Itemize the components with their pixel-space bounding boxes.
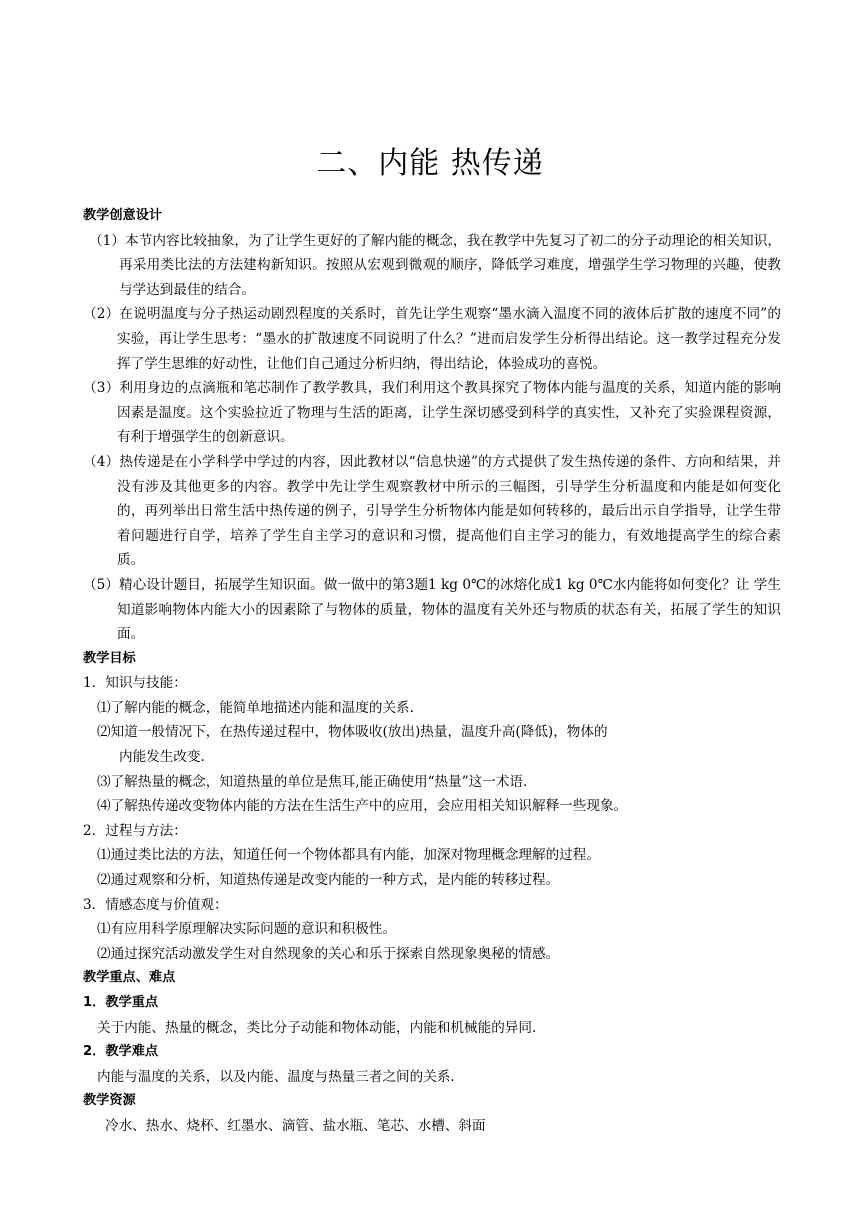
document-body bbox=[83, 204, 781, 1139]
section-heading-resources: 教学资源 bbox=[83, 1093, 136, 1109]
objective-item: ⑶了解热量的概念，知道热量的单位是焦耳,能正确使用“热量”这一术语. bbox=[97, 773, 528, 790]
objective-group-title: 3．情感态度与价值观： bbox=[83, 896, 228, 913]
focus-text: 关于内能、热量的概念，类比分子动能和物体动能，内能和机械能的异同. bbox=[97, 1019, 537, 1036]
objective-item: ⑷了解热传递改变物体内能的方法在生活生产中的应用，会应用相关知识解释一些现象。 bbox=[97, 798, 628, 815]
design-item-4: （4）热传递是在小学科学中学过的内容，因此教材以“信息快递”的方式提供了发生热传递的条件、方向和结果，并没有涉及其他更多的内容。教学中先让学生观察教材中所示的三幅图，引导学生分析温度和内能是如何变化的，再列举出日常生活中热传递的例子，引导学生分析物体内能是如何转移的，最后出示自学指导，让学生带着问题进行自学，培养了学生自主学习的意识和习惯，提高他们自主学习的能力，有效地提高学生的综合素质。 bbox=[83, 453, 781, 569]
objective-group-title: 1．知识与技能： bbox=[83, 675, 187, 692]
section-heading-objectives: 教学目标 bbox=[83, 650, 136, 666]
objective-item: ⑴通过类比法的方法，知道任何一个物体都具有内能，加深对物理概念理解的过程。 bbox=[97, 847, 600, 864]
section-heading-design: 教学创意设计 bbox=[83, 208, 163, 223]
objective-item: ⑴了解内能的概念，能简单地描述内能和温度的关系. bbox=[97, 699, 414, 716]
difficulty-text: 内能与温度的关系，以及内能、温度与热量三者之间的关系. bbox=[97, 1068, 455, 1085]
section-heading-key-points: 教学重点、难点 bbox=[83, 970, 176, 986]
design-item-1: （1）本节内容比较抽象，为了让学生更好的了解内能的概念，我在教学中先复习了初二的分子动理论的相关知识，再采用类比法的方法建构新知识。按照从宏观到微观的顺序，降低学习难度，增强学生学习物理的兴趣，使教与学达到最佳的结合。 bbox=[89, 232, 781, 298]
focus-title: 1．教学重点 bbox=[83, 995, 159, 1010]
objective-item-continuation: 内能发生改变. bbox=[119, 749, 205, 766]
objective-item: ⑵知道一般情况下，在热传递过程中，物体吸收(放出)热量，温度升高(降低)，物体的 bbox=[97, 724, 608, 741]
design-item-2: （2）在说明温度与分子热运动剧烈程度的关系时，首先让学生观察“墨水滴入温度不同的液体后扩散的速度不同”的实验，再让学生思考：“墨水的扩散速度不同说明了什么？”进而启发学生分析得出结论。这一教学过程充分发挥了学生思维的好动性，让他们自己通过分析归纳，得出结论，体验成功的喜悦。 bbox=[83, 306, 781, 372]
design-item-5: （5）精心设计题目，拓展学生知识面。做一做中的第3题1 kg 0℃的冰熔化成1 kg 0℃水内能将如何变化？让 学生知道影响物体内能大小的因素除了与物体的质量，物体的温度有关外还与物质的状态有关，拓展了学生的知识面。 bbox=[83, 576, 781, 643]
objective-item: ⑵通过探究活动激发学生对自然现象的关心和乐于探索自然现象奥秘的情感。 bbox=[97, 945, 560, 962]
resources-text: 冷水、热水、烧杯、红墨水、滴管、盐水瓶、笔芯、水槽、斜面 bbox=[105, 1117, 486, 1134]
objective-item: ⑵通过观察和分析，知道热传递是改变内能的一种方式，是内能的转移过程。 bbox=[97, 872, 560, 889]
design-item-3: （3）利用身边的点滴瓶和笔芯制作了教学教具，我们利用这个教具探究了物体内能与温度的关系，知道内能的影响因素是温度。这个实验拉近了物理与生活的距离，让学生深切感受到科学的真实性，又补充了实验课程资源，有利于增强学生的创新意识。 bbox=[83, 380, 781, 446]
difficulty-title: 2．教学难点 bbox=[83, 1044, 159, 1060]
page-title: 二、内能 热传递 bbox=[316, 146, 544, 181]
objective-group-title: 2．过程与方法： bbox=[83, 822, 187, 839]
objective-item: ⑴有应用科学原理解决实际问题的意识和积极性。 bbox=[97, 921, 397, 938]
